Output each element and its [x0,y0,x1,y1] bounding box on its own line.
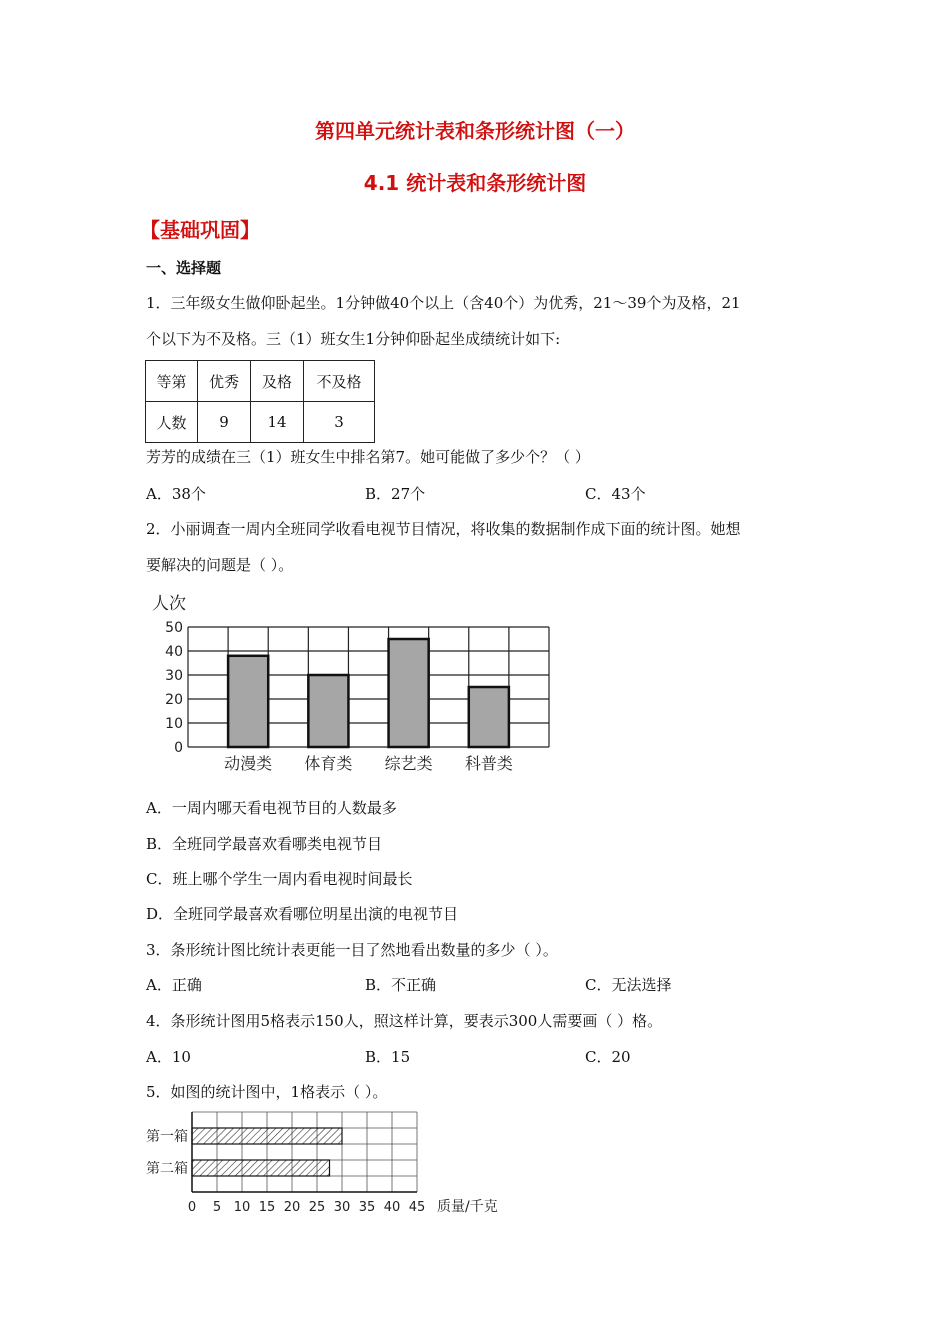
x-tick-label: 45 [408,1200,426,1213]
q4-option-c: C．20 [585,1048,631,1066]
part-heading: 一、选择题 [146,259,222,277]
q2-option-d: D．全班同学最喜欢看哪位明星出演的电视节目 [146,905,459,923]
table-cell: 不及格 [304,361,375,402]
x-tick-label: 20 [283,1200,301,1213]
q3-option-c: C．无法选择 [585,976,672,994]
q2-option-c: C．班上哪个学生一周内看电视时间最长 [146,870,413,888]
y-tick-label: 30 [165,668,183,684]
q2-line1: 2．小丽调查一周内全班同学收看电视节目情况，将收集的数据制作成下面的统计图。她想 [146,520,741,538]
bar [389,639,429,747]
q1-option-c: C．43个 [585,485,646,503]
table-row [146,402,375,443]
y-category-label: 第一箱 [146,1129,188,1145]
y-tick-label: 50 [165,620,183,636]
q3-option-b: B．不正确 [365,976,437,994]
x-category-label: 体育类 [304,754,353,773]
bar [192,1128,342,1144]
q1-line1: 1．三年级女生做仰卧起坐。1分钟做40个以上（含40个）为优秀，21～39个为及格，21 [146,294,741,312]
x-tick-label: 25 [308,1200,326,1213]
page-title: 第四单元统计表和条形统计图（一） [315,119,635,143]
x-tick-label: 30 [333,1200,351,1213]
q2-option-b: B．全班同学最喜欢看哪类电视节目 [146,835,383,853]
table-cell: 人数 [146,402,198,443]
x-category-label: 综艺类 [384,754,433,773]
q1-question: 芳芳的成绩在三（1）班女生中排名第7。她可能做了多少个？（ ） [146,448,590,466]
x-tick-label: 35 [358,1200,376,1213]
x-tick-label: 10 [233,1200,251,1213]
x-category-label: 科普类 [464,754,513,773]
y-category-label: 第二箱 [146,1161,188,1177]
table-cell: 9 [198,402,251,443]
x-tick-label: 40 [383,1200,401,1213]
q1-option-b: B．27个 [365,485,426,503]
q2-line2: 要解决的问题是（ ）。 [146,556,294,574]
tv-program-bar-chart [140,585,560,780]
page-subtitle: 4.1 统计表和条形统计图 [363,171,587,195]
box-weight-bar-chart [140,1108,520,1213]
section-heading: 【基础巩固】 [140,218,260,242]
bar [228,656,268,747]
y-tick-label: 0 [174,740,183,756]
table-cell: 3 [304,402,375,443]
x-tick-label: 15 [258,1200,276,1213]
y-axis-label: 人次 [152,594,186,614]
q4-text: 4．条形统计图用5格表示150人，照这样计算，要表示300人需要画（ ）格。 [146,1012,663,1030]
q1-line2: 个以下为不及格。三（1）班女生1分钟仰卧起坐成绩统计如下: [146,330,561,348]
table-cell: 优秀 [198,361,251,402]
table-cell: 及格 [251,361,304,402]
bar [469,687,509,747]
x-tick-label: 0 [187,1200,197,1213]
x-tick-label: 5 [212,1200,222,1213]
y-tick-label: 10 [165,716,183,732]
y-tick-label: 40 [165,644,183,660]
x-axis-label: 质量/千克 [437,1199,498,1213]
q5-text: 5．如图的统计图中，1格表示（ ）。 [146,1083,388,1101]
q3-option-a: A．正确 [146,976,202,994]
grade-table [145,360,375,443]
q2-option-a: A．一周内哪天看电视节目的人数最多 [146,799,397,817]
x-category-label: 动漫类 [224,754,273,773]
y-tick-label: 20 [165,692,183,708]
table-row [146,361,375,402]
q1-option-a: A．38个 [146,485,206,503]
q3-text: 3．条形统计图比统计表更能一目了然地看出数量的多少（ ）。 [146,941,558,959]
table-cell: 14 [251,402,304,443]
q4-option-b: B．15 [365,1048,411,1066]
q4-option-a: A．10 [146,1048,191,1066]
bar [192,1160,330,1176]
bar [308,675,348,747]
table-cell: 等第 [146,361,198,402]
